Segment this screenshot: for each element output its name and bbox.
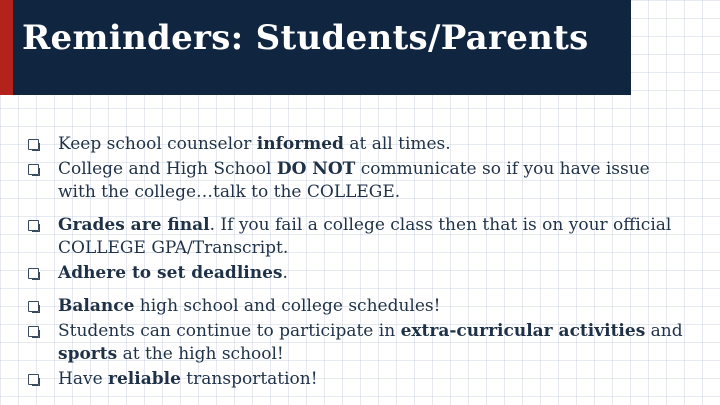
bullet-text: and (645, 321, 683, 341)
bullet-item (26, 214, 686, 260)
bullet-text: Students can continue to participate in (58, 321, 401, 341)
bullet-emphasis: Adhere to set deadlines (58, 263, 283, 283)
title-accent-stripe (0, 0, 13, 95)
bullet-item (26, 262, 686, 285)
checkbox-bullet-icon (28, 326, 39, 337)
bullet-item (26, 368, 686, 391)
bullet-text: Have (58, 369, 109, 389)
bullet-emphasis: extra-curricular activities (400, 321, 646, 341)
bullet-emphasis: informed (256, 134, 344, 154)
checkbox-bullet-icon (28, 374, 39, 385)
bullet-emphasis: DO NOT (276, 159, 356, 179)
checkbox-bullet-icon (28, 268, 39, 279)
bullet-text: Keep school counselor (58, 134, 257, 154)
bullet-item (26, 295, 686, 318)
bullet-text: . If you fail a college class then that is on your official COLLEGE GPA/Transcript. (58, 215, 672, 258)
bullet-text: at the high school! (117, 344, 284, 364)
bullet-emphasis: reliable (108, 369, 181, 389)
bullet-list (26, 133, 686, 391)
bullet-text: transportation! (180, 369, 318, 389)
bullet-text: high school and college schedules! (134, 296, 441, 316)
checkbox-bullet-icon (28, 301, 39, 312)
bullet-text: at all times. (343, 134, 451, 154)
bullet-item (26, 133, 686, 156)
bullet-text: . (282, 263, 288, 283)
checkbox-bullet-icon (28, 220, 39, 231)
title-bar (0, 0, 631, 95)
slide-title: Reminders: Students/Parents (22, 18, 589, 58)
bullet-item (26, 158, 686, 204)
bullet-emphasis: sports (58, 344, 118, 364)
checkbox-bullet-icon (28, 164, 39, 175)
bullet-text: communicate so if you have issue with the college…talk to the COLLEGE. (58, 159, 650, 202)
bullet-emphasis: Grades are final (58, 215, 210, 235)
bullet-item (26, 320, 686, 366)
bullet-text: College and High School (58, 159, 277, 179)
bullet-emphasis: Balance (58, 296, 135, 316)
checkbox-bullet-icon (28, 139, 39, 150)
